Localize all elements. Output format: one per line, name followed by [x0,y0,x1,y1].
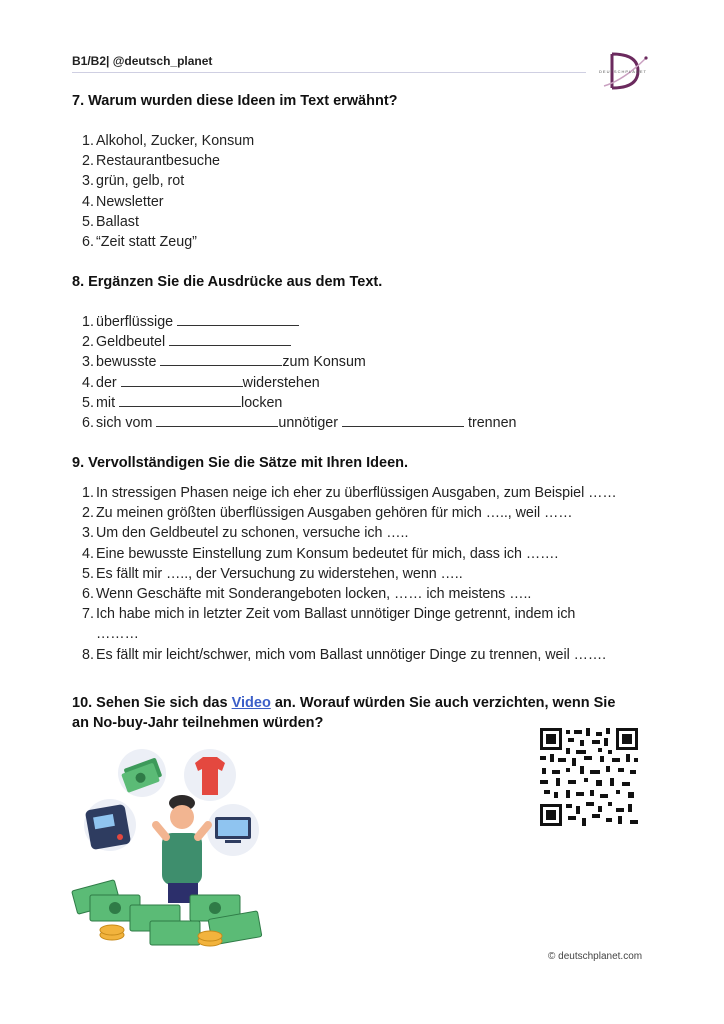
section-10-title: 10. Sehen Sie sich das Video an. Worauf würden Sie auch verzichten, wenn Sie [72,695,616,711]
fill-blank[interactable] [121,374,243,387]
list-item: 4. Eine bewusste Einstellung zum Konsum bedeutet für mich, dass ich ……. [82,545,559,562]
video-link[interactable]: Video [231,695,271,711]
section-9-title: 9. Vervollständigen Sie die Sätze mit Ihren Ideen. [72,455,409,471]
list-item-continuation: ……… [96,626,139,643]
section-7-list [82,131,254,252]
section-8-list [82,312,516,433]
list-item: 4. Newsletter [82,193,164,210]
section-10-title-line2: an No-buy-Jahr teilnehmen würden? [72,715,324,731]
list-item: 2. Zu meinen größten überflüssigen Ausgaben gehören für mich ….., weil …… [82,505,573,522]
shopping-illustration-icon [70,745,270,950]
list-item: 2. Restaurantbesuche [82,153,220,170]
list-item: 5. Es fällt mir ….., der Versuchung zu widerstehen, wenn ….. [82,565,463,582]
section-7-title: 7. Warum wurden diese Ideen im Text erwähnt? [72,93,398,109]
header-divider [72,72,586,73]
fill-blank[interactable] [156,414,278,427]
fill-blank[interactable] [119,394,241,407]
list-item: 1. überflüssige [82,312,516,332]
list-item: 6. Wenn Geschäfte mit Sonderangeboten locken, …… ich meistens ….. [82,585,532,602]
list-item: 5. mit locken [82,394,283,411]
fill-blank[interactable] [169,333,291,346]
list-item: 8. Es fällt mir leicht/schwer, mich vom Ballast unnötiger Dinge zu trennen, weil ……. [82,646,607,663]
list-item: 1. In stressigen Phasen neige ich eher zu überflüssigen Ausgaben, zum Beispiel …… [82,485,617,501]
list-item: 5. Ballast [82,213,139,230]
fill-blank[interactable] [160,353,282,366]
list-item: 3. bewusste zum Konsum [82,354,366,371]
list-item: 3. Um den Geldbeutel zu schonen, versuche ich ….. [82,525,409,542]
list-item: 6. “Zeit statt Zeug” [82,233,197,250]
qr-code-icon[interactable] [540,728,638,826]
list-item: 4. der widerstehen [82,374,320,391]
list-item: 6. sich vom unnötiger trennen [82,414,517,431]
list-item: 7. Ich habe mich in letzter Zeit vom Ballast unnötiger Dinge getrennt, indem ich [82,606,576,623]
section-9-list [82,483,617,665]
fill-blank[interactable] [342,414,464,427]
section-8-title: 8. Ergänzen Sie die Ausdrücke aus dem Text. [72,274,383,290]
copyright-footer: © deutschplanet.com [548,951,643,962]
fill-blank[interactable] [177,313,299,326]
logo-text: DEUTSCHPLANET [599,69,647,74]
list-item: 2. Geldbeutel [82,332,516,352]
list-item: 1. Alkohol, Zucker, Konsum [82,133,255,149]
list-item: 3. grün, gelb, rot [82,173,185,190]
header-title: B1/B2| @deutsch_planet [72,54,213,68]
